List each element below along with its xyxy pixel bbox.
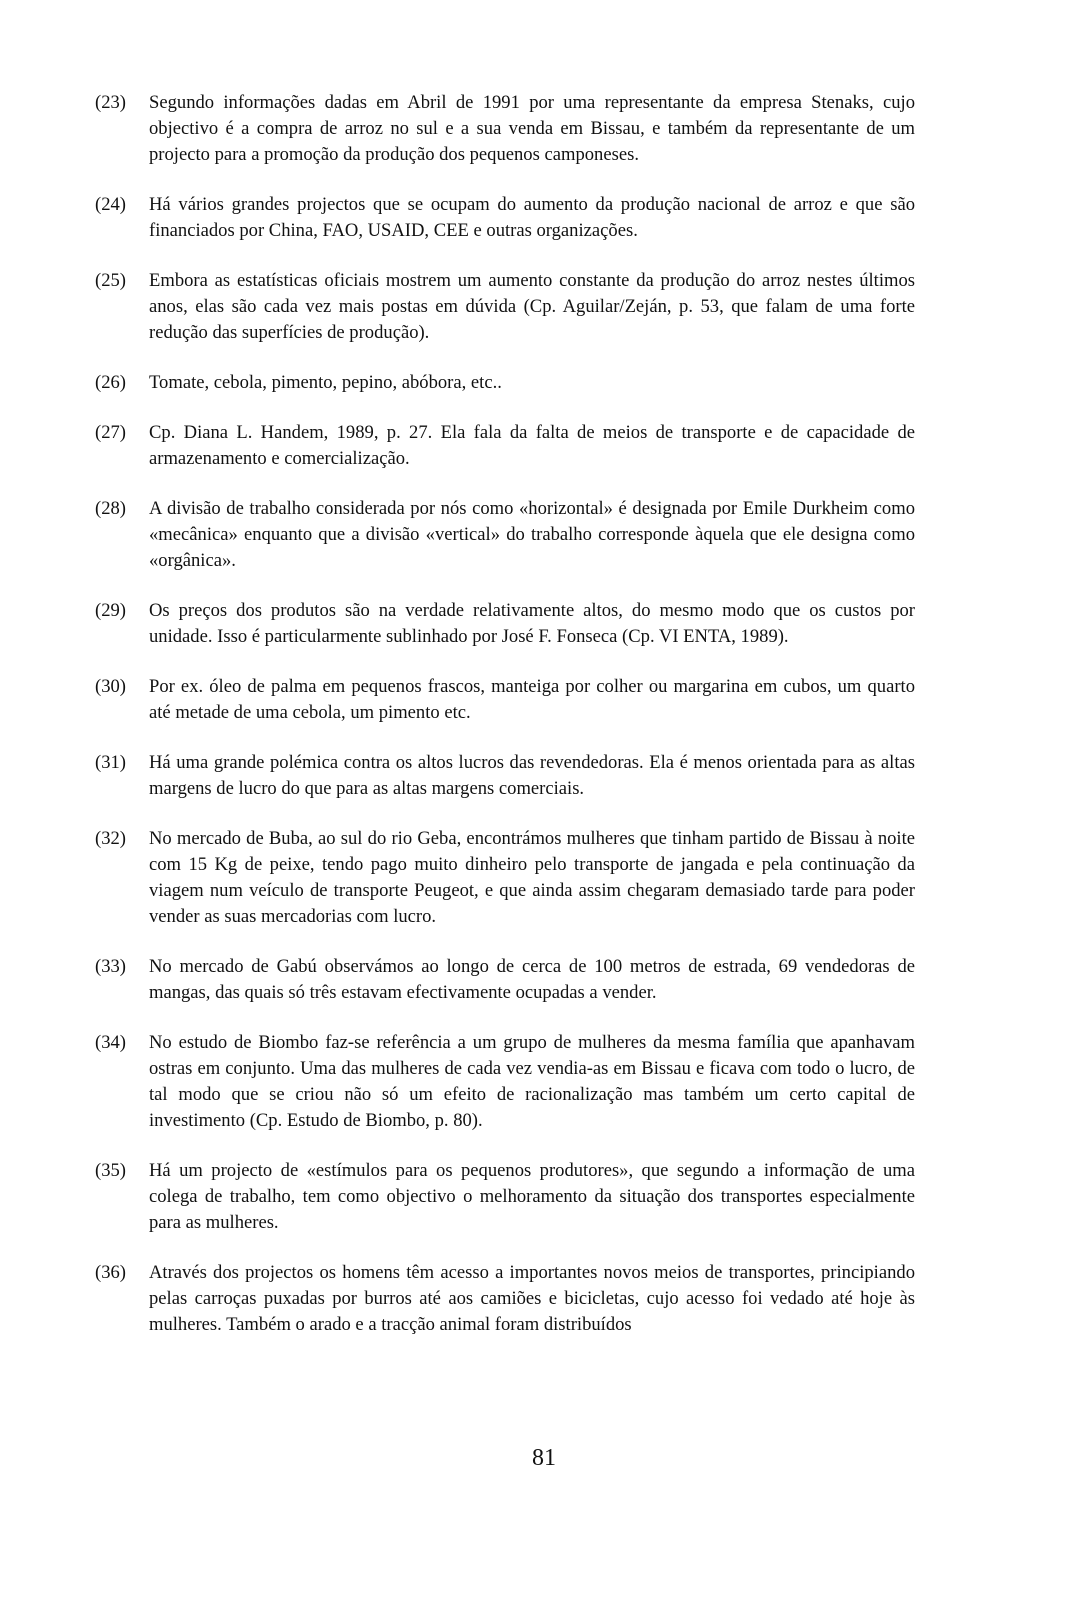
note-text: Há um projecto de «estímulos para os pequenos produtores», que segundo a informação de uma colega de trabalho, tem como objectivo o melhoramento da situação dos transportes especialmente para as mulheres. bbox=[149, 1160, 915, 1233]
note-text: Embora as estatísticas oficiais mostrem um aumento constante da produção do arroz nestes últimos anos, elas são cada vez mais postas em dúvida (Cp. Aguilar/Zeján, p. 53, que falam de uma forte redução das superfícies de produção). bbox=[149, 270, 915, 343]
note-number: (29) bbox=[95, 600, 126, 621]
endnotes-list bbox=[95, 90, 915, 1338]
note-number: (23) bbox=[95, 92, 126, 113]
note-number: (30) bbox=[95, 676, 126, 697]
note-24 bbox=[95, 192, 915, 244]
note-34 bbox=[95, 1030, 915, 1134]
note-27 bbox=[95, 420, 915, 472]
note-26 bbox=[95, 370, 915, 396]
note-29 bbox=[95, 598, 915, 650]
note-text: Há uma grande polémica contra os altos lucros das revendedoras. Ela é menos orientada para as altas margens de lucro do que para as altas margens comerciais. bbox=[149, 752, 915, 799]
note-number: (24) bbox=[95, 194, 126, 215]
note-number: (26) bbox=[95, 372, 126, 393]
note-text: Através dos projectos os homens têm acesso a importantes novos meios de transportes, principiando pelas carroças puxadas por burros até aos camiões e bicicletas, cujo acesso foi vedado até hoje às mulheres. Também o arado e a tracção animal foram distribuídos bbox=[149, 1262, 915, 1335]
note-number: (35) bbox=[95, 1160, 126, 1181]
note-text: No mercado de Gabú observámos ao longo de cerca de 100 metros de estrada, 69 vendedoras de mangas, das quais só três estavam efectivamente ocupadas a vender. bbox=[149, 956, 915, 1003]
note-number: (27) bbox=[95, 422, 126, 443]
note-text: Os preços dos produtos são na verdade relativamente altos, do mesmo modo que os custos por unidade. Isso é particularmente sublinhado por José F. Fonseca (Cp. VI ENTA, 1989). bbox=[149, 600, 915, 647]
note-number: (31) bbox=[95, 752, 126, 773]
note-number: (25) bbox=[95, 270, 126, 291]
note-text: Cp. Diana L. Handem, 1989, p. 27. Ela fala da falta de meios de transporte e de capacidade de armazenamento e comercialização. bbox=[149, 422, 915, 469]
note-text: A divisão de trabalho considerada por nós como «horizontal» é designada por Emile Durkheim como «mecânica» enquanto que a divisão «vertical» do trabalho corresponde àquela que ele designa como «orgânica». bbox=[149, 498, 915, 571]
note-35 bbox=[95, 1158, 915, 1236]
note-36 bbox=[95, 1260, 915, 1338]
note-number: (33) bbox=[95, 956, 126, 977]
note-number: (28) bbox=[95, 498, 126, 519]
note-25 bbox=[95, 268, 915, 346]
note-number: (36) bbox=[95, 1262, 126, 1283]
note-30 bbox=[95, 674, 915, 726]
note-number: (32) bbox=[95, 828, 126, 849]
note-text: Por ex. óleo de palma em pequenos frascos, manteiga por colher ou margarina em cubos, um quarto até metade de uma cebola, um pimento etc. bbox=[149, 676, 915, 723]
note-text: Tomate, cebola, pimento, pepino, abóbora, etc.. bbox=[149, 372, 502, 393]
note-text: Há vários grandes projectos que se ocupam do aumento da produção nacional de arroz e que são financiados por China, FAO, USAID, CEE e outras organizações. bbox=[149, 194, 915, 241]
note-31 bbox=[95, 750, 915, 802]
note-33 bbox=[95, 954, 915, 1006]
note-23 bbox=[95, 90, 915, 168]
note-text: No estudo de Biombo faz-se referência a um grupo de mulheres da mesma família que apanhavam ostras em conjunto. Uma das mulheres de cada vez vendia-as em Bissau e ficava com todo o lucro, de tal modo que se criou não só um efeito de racionalização mas também um certo capital de investimento (Cp. Estudo de Biombo, p. 80). bbox=[149, 1032, 915, 1131]
note-28 bbox=[95, 496, 915, 574]
note-number: (34) bbox=[95, 1032, 126, 1053]
note-text: No mercado de Buba, ao sul do rio Geba, encontrámos mulheres que tinham partido de Bissau à noite com 15 Kg de peixe, tendo pago muito dinheiro pelo transporte de jangada e pela continuação da viagem num veículo de transporte Peugeot, e que ainda assim chegaram demasiado tarde para poder vender as suas mercadorias com lucro. bbox=[149, 828, 915, 927]
page-number: 81 bbox=[532, 1445, 556, 1471]
note-text: Segundo informações dadas em Abril de 1991 por uma representante da empresa Stenaks, cujo objectivo é a compra de arroz no sul e a sua venda em Bissau, e também da representante de um projecto para a promoção da produção dos pequenos camponeses. bbox=[149, 92, 915, 165]
note-32 bbox=[95, 826, 915, 930]
